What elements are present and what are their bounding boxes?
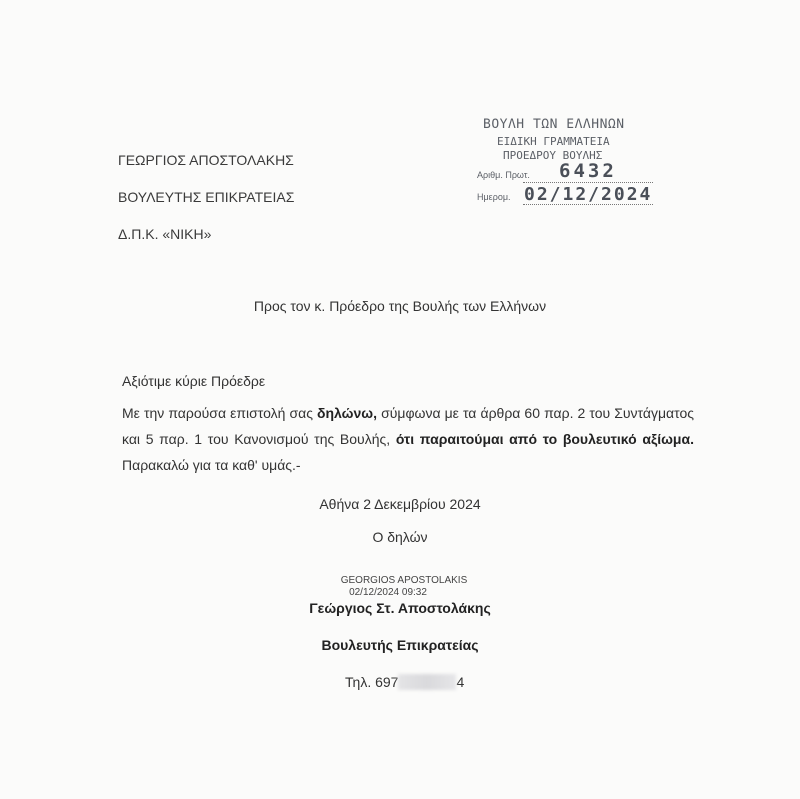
sender-role: ΒΟΥΛΕΥΤΗΣ ΕΠΙΚΡΑΤΕΙΑΣ — [118, 189, 295, 205]
digital-signature-timestamp: 02/12/2024 09:32 — [349, 587, 427, 598]
phone-line — [345, 674, 464, 690]
signatory-role: Βουλευτής Επικρατείας — [321, 637, 479, 653]
body-bold-1: δηλώνω, — [317, 405, 378, 421]
letter-body — [122, 400, 694, 478]
date-handwritten: 02/12/2024 — [524, 184, 653, 205]
phone-prefix: Τηλ. 697 — [345, 674, 399, 690]
phone-suffix: 4 — [456, 674, 465, 690]
protocol-number-handwritten: 6432 — [559, 160, 617, 182]
body-text-1: Με την παρούσα επιστολή σας — [122, 405, 318, 421]
body-text-2: σύμφωνα με τα άρθρα 60 παρ. 2 του Συντάγματος και 5 παρ. 1 του Κανονισμού της Βουλής, — [122, 405, 694, 447]
sender-party: Δ.Π.Κ. «ΝΙΚΗ» — [118, 226, 212, 242]
stamp-line-2: ΕΙΔΙΚΗ ΓΡΑΜΜΑΤΕΙΑ — [497, 135, 610, 148]
signatory-name: Γεώργιος Στ. Αποστολάκης — [309, 600, 491, 616]
stamp-protocol-label: Αριθμ. Πρωτ. — [477, 170, 530, 180]
stamp-line-3: ΠΡΟΕΔΡΟΥ ΒΟΥΛΗΣ — [503, 149, 603, 162]
body-bold-2: ότι παραιτούμαι από το βουλευτικό αξίωμα. — [395, 431, 694, 447]
phone-redaction — [398, 674, 456, 690]
place-date: Αθήνα 2 Δεκεμβρίου 2024 — [319, 496, 481, 512]
recipient-line: Προς τον κ. Πρόεδρο της Βουλής των Ελλήνων — [253, 298, 547, 314]
greeting: Αξιότιμε κύριε Πρόεδρε — [122, 373, 266, 389]
declarant-label: Ο δηλών — [372, 529, 428, 545]
sender-name: ΓΕΩΡΓΙΟΣ ΑΠΟΣΤΟΛΑΚΗΣ — [118, 152, 294, 168]
stamp-date-label: Ημερομ. — [477, 192, 511, 202]
stamp-line-1: ΒΟΥΛΗ ΤΩΝ ΕΛΛΗΝΩΝ — [483, 117, 625, 132]
digital-signature-name: GEORGIOS APOSTOLAKIS — [340, 575, 468, 586]
body-text-3: Παρακαλώ για τα καθ' υμάς.- — [122, 457, 301, 473]
stamp-protocol-dots — [523, 182, 653, 183]
